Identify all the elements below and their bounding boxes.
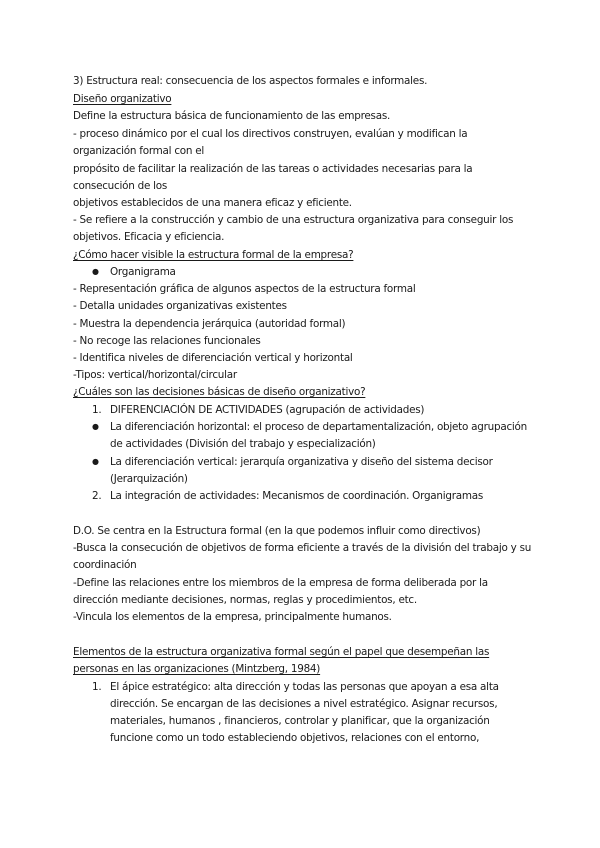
list-item-continuation: dirección. Se encargan de las decisiones a nivel estratégico. Asignar recursos,: [110, 698, 498, 710]
question-heading: ¿Cuáles son las decisiones básicas de diseño organizativo?: [73, 386, 366, 398]
bullet-icon: ●: [92, 422, 99, 431]
list-item: DIFERENCIACIÓN DE ACTIVIDADES (agrupación de actividades): [110, 404, 425, 416]
text-line: - Detalla unidades organizativas existentes: [73, 300, 287, 312]
list-item: La integración de actividades: Mecanismos de coordinación. Organigramas: [110, 490, 484, 502]
list-number: 1.: [92, 681, 102, 693]
text-line: - Identifica niveles de diferenciación vertical y horizontal: [73, 352, 353, 364]
bullet-item: La diferenciación horizontal: el proceso de departamentalización, objeto agrupación: [110, 421, 527, 433]
text-line: coordinación: [73, 559, 137, 571]
elements-heading: Elementos de la estructura organizativa formal según el papel que desempeñan las: [73, 646, 490, 658]
bullet-icon: ●: [92, 267, 99, 276]
text-line: - No recoge las relaciones funcionales: [73, 335, 261, 347]
bullet-icon: ●: [92, 457, 99, 466]
text-line: objetivos establecidos de una manera eficaz y eficiente.: [73, 197, 352, 209]
list-item-continuation: funcione como un todo estableciendo objetivos, relaciones con el entorno,: [110, 732, 480, 744]
section-heading: 3) Estructura real: consecuencia de los aspectos formales e informales.: [73, 75, 428, 87]
text-line: propósito de facilitar la realización de las tareas o actividades necesarias para la: [73, 163, 473, 175]
list-number: 1.: [92, 404, 102, 416]
bullet-item-continuation: de actividades (División del trabajo y especialización): [110, 438, 376, 450]
question-heading: ¿Cómo hacer visible la estructura formal de la empresa?: [73, 249, 354, 261]
text-line: consecución de los: [73, 180, 168, 192]
bullet-item: La diferenciación vertical: jerarquía organizativa y diseño del sistema decisor: [110, 456, 493, 468]
text-line: - proceso dinámico por el cual los directivos construyen, evalúan y modifican la: [73, 128, 468, 140]
bullet-item-continuation: (Jerarquización): [110, 473, 188, 485]
subheading-diseno-organizativo: Diseño organizativo: [73, 93, 172, 105]
text-line: -Busca la consecución de objetivos de forma eficiente a través de la división del trabajo y su: [73, 542, 532, 554]
list-item: El ápice estratégico: alta dirección y todas las personas que apoyan a esa alta: [110, 681, 499, 693]
text-line: organización formal con el: [73, 145, 205, 157]
elements-heading-continuation: personas en las organizaciones (Mintzberg, 1984): [73, 663, 321, 675]
list-number: 2.: [92, 490, 102, 502]
text-line: - Representación gráfica de algunos aspectos de la estructura formal: [73, 283, 416, 295]
bullet-item-organigrama: Organigrama: [110, 266, 176, 278]
list-item-continuation: materiales, humanos , financieros, controlar y planificar, que la organización: [110, 715, 490, 727]
text-line: -Define las relaciones entre los miembros de la empresa de forma deliberada por la: [73, 577, 488, 589]
text-line: Define la estructura básica de funcionamiento de las empresas.: [73, 110, 391, 122]
text-line: - Se refiere a la construcción y cambio de una estructura organizativa para conseguir los: [73, 214, 514, 226]
text-line: D.O. Se centra en la Estructura formal (en la que podemos influir como directivos): [73, 525, 481, 537]
text-line: objetivos. Eficacia y eficiencia.: [73, 231, 225, 243]
text-line: - Muestra la dependencia jerárquica (autoridad formal): [73, 318, 346, 330]
text-line: dirección mediante decisiones, normas, reglas y procedimientos, etc.: [73, 594, 417, 606]
text-line: -Vincula los elementos de la empresa, principalmente humanos.: [73, 611, 392, 623]
text-line: -Tipos: vertical/horizontal/circular: [73, 369, 237, 381]
